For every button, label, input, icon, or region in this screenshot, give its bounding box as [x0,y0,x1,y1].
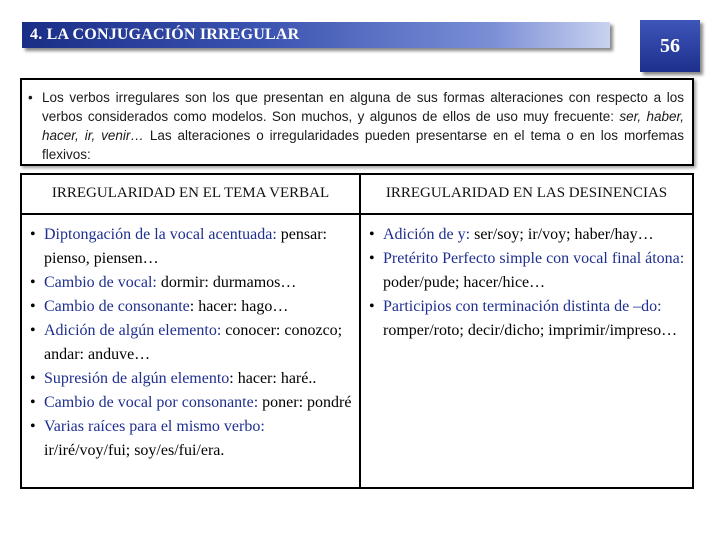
column-divider [359,175,361,487]
list-item: • Supresión de algún elemento: hacer: haré.. [30,370,317,387]
header-divider [22,213,692,215]
comparison-table [20,173,694,489]
list-item: • Pretérito Perfecto simple con vocal final átona: poder/pude; hacer/hice… [369,250,685,291]
list-item: • Adición de y: ser/soy; ir/voy; haber/hay… [369,226,654,243]
right-column-list [367,223,689,343]
title-bar [22,22,610,48]
list-item: • Diptongación de la vocal acentuada: pensar: pienso, piensen… [30,226,327,267]
right-column-heading: IRREGULARIDAD EN LAS DESINENCIAS [385,185,668,201]
intro-paragraph [28,88,685,164]
left-column-list [28,223,354,463]
page-number: 56 [660,35,680,57]
list-item: • Participios con terminación distinta de –do: romper/roto; decir/dicho; imprimir/impreso… [369,298,678,339]
intro-text: Los verbos irregulares son los que presentan en alguna de sus formas alteraciones con respecto a los verbos considerados como modelos. Son muchos, y algunos de ellos de uso muy frecuente: [42,90,684,124]
intro-box [20,78,694,166]
list-item: • Cambio de vocal por consonante: poner: pondré [30,394,352,411]
left-column-heading: IRREGULARIDAD EN EL TEMA VERBAL [51,185,330,201]
intro-examples: ser, haber, hacer, ir, venir… [42,109,684,143]
list-item: • Cambio de vocal: dormir: durmamos… [30,274,297,291]
page-number-box [640,20,700,72]
intro-text-end: Las alteraciones o irregularidades pueden presentarse en el tema o en los morfemas flexivos: [42,128,685,162]
list-item: • Cambio de consonante: hacer: hago… [30,298,289,315]
list-item: • Adición de algún elemento: conocer: conozco; andar: anduve… [30,322,343,363]
bullet: • [28,90,33,105]
page-title: 4. LA CONJUGACIÓN IRREGULAR [30,26,300,43]
list-item: • Varias raíces para el mismo verbo: ir/iré/voy/fui; soy/es/fui/era. [30,418,265,459]
